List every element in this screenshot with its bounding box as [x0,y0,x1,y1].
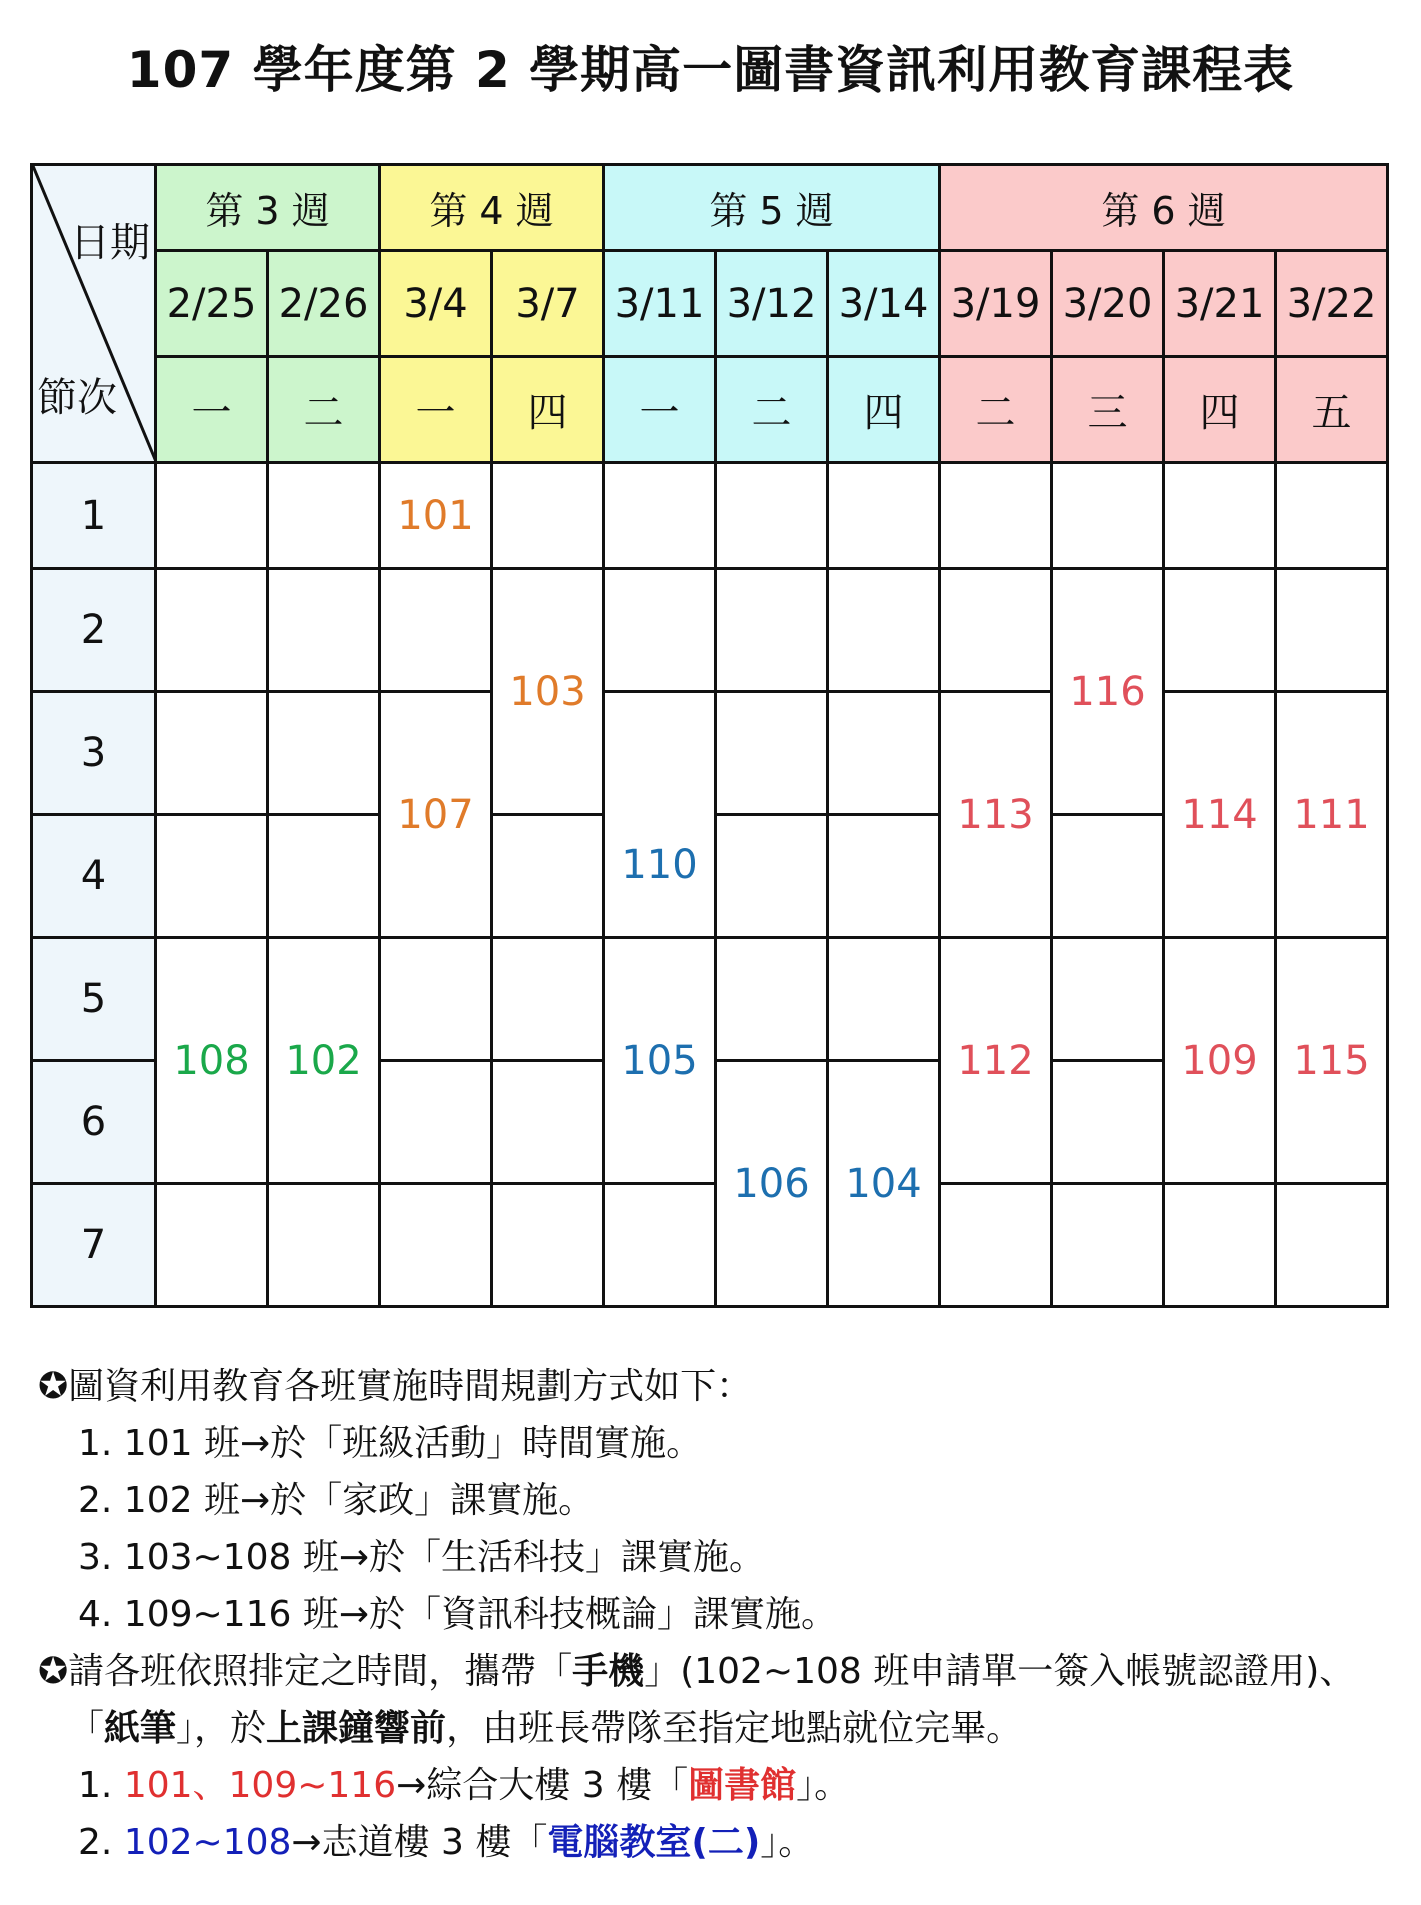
period-cell: 3 [32,692,156,815]
empty-cell [380,1061,492,1184]
empty-cell [492,1184,604,1307]
empty-cell [1052,938,1164,1061]
note-2-line-2 [38,1700,1408,1757]
class-cell: 104 [828,1061,940,1307]
class-cell: 103 [492,569,604,815]
location-line-1 [38,1757,1408,1814]
empty-cell [1052,1184,1164,1307]
date-cell: 3/19 [940,251,1052,357]
empty-cell [156,463,268,569]
class-cell: 112 [940,938,1052,1184]
empty-cell [268,692,380,815]
class-cell: 102 [268,938,380,1184]
location-name: 電腦教室(二) [547,1822,761,1863]
page-title: 107 學年度第 2 學期高一圖書資訊利用教育課程表 [126,41,1295,99]
weekday-cell: 二 [716,357,828,463]
class-cell: 115 [1276,938,1388,1184]
empty-cell [828,463,940,569]
empty-cell [716,569,828,692]
weekday-cell: 四 [828,357,940,463]
empty-cell [492,815,604,938]
empty-cell [1276,1184,1388,1307]
date-cell: 3/21 [1164,251,1276,357]
date-cell: 3/11 [604,251,716,357]
location-name: 圖書館 [688,1765,797,1806]
empty-cell [1164,569,1276,692]
date-cell: 3/12 [716,251,828,357]
list-number: 1. [78,1765,113,1806]
note-1-item: 1. 101 班→於「班級活動」時間實施。 [78,1423,703,1464]
empty-cell [604,1184,716,1307]
class-cell: 101 [380,463,492,569]
empty-cell [268,1184,380,1307]
class-cell: 109 [1164,938,1276,1184]
weekday-cell: 一 [604,357,716,463]
empty-cell [828,815,940,938]
period-cell: 1 [32,463,156,569]
empty-cell [828,938,940,1061]
empty-cell [1052,815,1164,938]
class-cell: 111 [1276,692,1388,938]
period-cell: 6 [32,1061,156,1184]
date-cell: 3/4 [380,251,492,357]
note-emphasis: 紙筆 [104,1708,177,1749]
class-cell: 110 [604,692,716,938]
empty-cell [492,938,604,1061]
class-cell: 105 [604,938,716,1184]
empty-cell [380,1184,492,1307]
note-emphasis: 上課鐘響前 [266,1708,447,1749]
empty-cell [380,938,492,1061]
weekday-cell: 五 [1276,357,1388,463]
note-text: ✪請各班依照排定之時間，攜帶「 [38,1651,573,1692]
date-label: 日期 [70,220,150,266]
date-cell: 3/7 [492,251,604,357]
empty-cell [1276,463,1388,569]
empty-cell [268,815,380,938]
weekday-cell: 二 [268,357,380,463]
note-text: →綜合大樓 3 樓「 [396,1765,689,1806]
list-number: 2. [78,1822,113,1863]
empty-cell [940,1184,1052,1307]
date-cell: 3/20 [1052,251,1164,357]
class-cell: 107 [380,692,492,938]
empty-cell [492,463,604,569]
week-6-header: 第 6 週 [940,165,1388,251]
empty-cell [1052,463,1164,569]
period-label: 節次 [37,375,117,421]
date-cell: 3/22 [1276,251,1388,357]
empty-cell [268,463,380,569]
class-range: 102~108 [123,1822,292,1863]
empty-cell [828,692,940,815]
header-corner [32,165,156,463]
empty-cell [156,692,268,815]
weekday-cell: 一 [156,357,268,463]
period-cell: 5 [32,938,156,1061]
period-cell: 4 [32,815,156,938]
empty-cell [380,569,492,692]
period-cell: 7 [32,1184,156,1307]
date-cell: 3/14 [828,251,940,357]
empty-cell [492,1061,604,1184]
class-range: 101、109~116 [123,1765,397,1806]
note-text: 」，於 [176,1708,267,1749]
note-2-line-1 [38,1643,1408,1700]
period-cell: 2 [32,569,156,692]
weekday-cell: 四 [492,357,604,463]
weekday-cell: 一 [380,357,492,463]
class-cell: 116 [1052,569,1164,815]
note-1-heading: ✪圖資利用教育各班實施時間規劃方式如下： [38,1366,753,1407]
empty-cell [716,692,828,815]
notes-section [38,1358,1408,1871]
empty-cell [940,569,1052,692]
empty-cell [156,569,268,692]
empty-cell [716,938,828,1061]
note-1-item: 2. 102 班→於「家政」課實施。 [78,1480,595,1521]
empty-cell [716,463,828,569]
note-text: →志道樓 3 樓「 [291,1822,548,1863]
class-cell: 114 [1164,692,1276,938]
note-1-item: 3. 103~108 班→於「生活科技」課實施。 [78,1537,765,1578]
empty-cell [1052,1061,1164,1184]
weekday-cell: 二 [940,357,1052,463]
schedule-table [30,163,1389,1308]
week-3-header: 第 3 週 [156,165,380,251]
date-cell: 2/25 [156,251,268,357]
empty-cell [268,569,380,692]
class-cell: 106 [716,1061,828,1307]
date-cell: 2/26 [268,251,380,357]
empty-cell [156,815,268,938]
class-cell: 113 [940,692,1052,938]
note-1-item: 4. 109~116 班→於「資訊科技概論」課實施。 [78,1594,837,1635]
note-text: 」。 [796,1765,851,1806]
empty-cell [1164,1184,1276,1307]
empty-cell [604,569,716,692]
note-text: 「 [68,1708,105,1749]
empty-cell [828,569,940,692]
note-text: 」。 [760,1822,815,1863]
empty-cell [940,463,1052,569]
weekday-cell: 四 [1164,357,1276,463]
note-emphasis: 手機 [572,1651,645,1692]
note-text: ，由班長帶隊至指定地點就位完畢。 [446,1708,1023,1749]
empty-cell [1276,569,1388,692]
location-line-2 [38,1814,1408,1871]
weekday-cell: 三 [1052,357,1164,463]
empty-cell [1164,463,1276,569]
note-text: 」(102~108 班申請單一簽入帳號認證用)、 [644,1651,1356,1692]
week-4-header: 第 4 週 [380,165,604,251]
week-5-header: 第 5 週 [604,165,940,251]
class-cell: 108 [156,938,268,1184]
empty-cell [156,1184,268,1307]
empty-cell [716,815,828,938]
empty-cell [604,463,716,569]
